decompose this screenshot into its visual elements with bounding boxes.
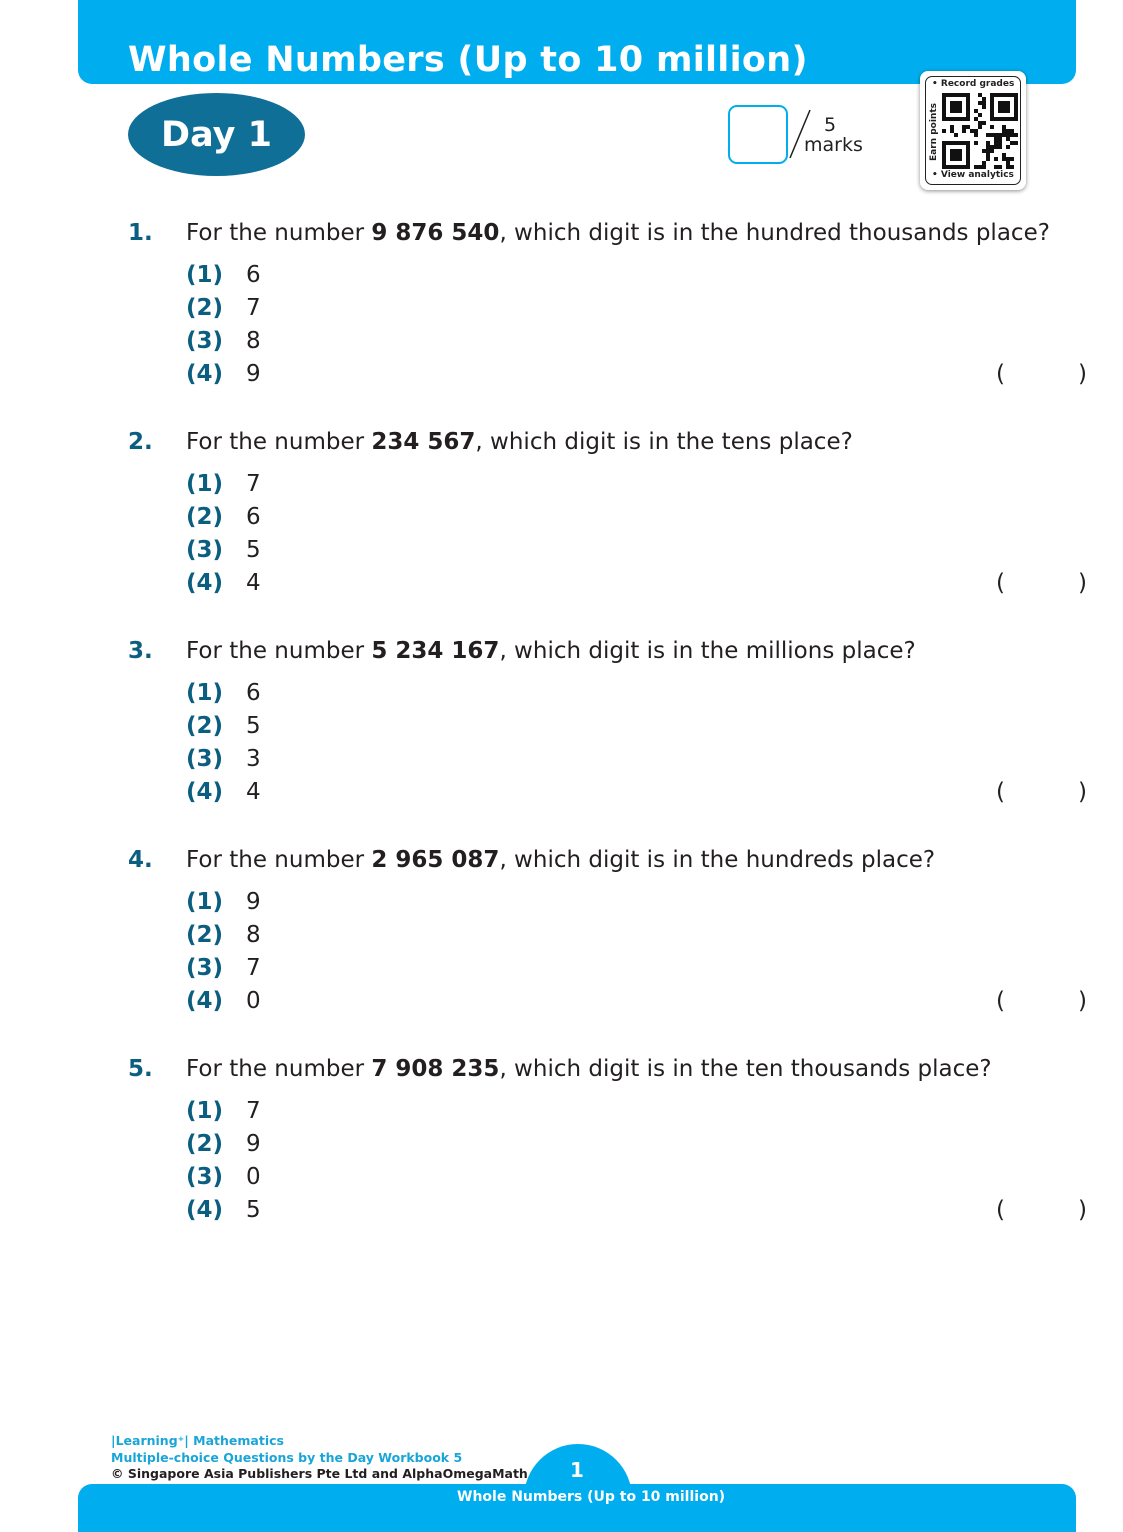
qr-frame bbox=[925, 76, 1021, 185]
option-value: 5 bbox=[246, 537, 261, 563]
option-value: 3 bbox=[246, 746, 261, 772]
option-label: (3) bbox=[186, 955, 224, 981]
question-number: 2. bbox=[128, 429, 153, 455]
option-value: 8 bbox=[246, 922, 261, 948]
qr-view-analytics: • View analytics bbox=[932, 170, 1014, 180]
qr-code-icon bbox=[942, 93, 1018, 169]
option-label: (2) bbox=[186, 922, 224, 948]
question-text bbox=[186, 429, 853, 455]
answer-bracket-open[interactable]: ( bbox=[996, 570, 1005, 596]
footer-topic: Whole Numbers (Up to 10 million) bbox=[457, 1489, 726, 1505]
option-label: (4) bbox=[186, 779, 224, 805]
question-number: 5. bbox=[128, 1056, 153, 1082]
question-post: , which digit is in the hundreds place? bbox=[499, 847, 936, 873]
question-number-value: 234 567 bbox=[371, 429, 476, 455]
score-input-box[interactable] bbox=[728, 105, 788, 164]
question-text bbox=[186, 1056, 992, 1082]
question-text bbox=[186, 847, 935, 873]
footer-series: |Learning⁺| Mathematics bbox=[111, 1433, 284, 1448]
question-text bbox=[186, 220, 1050, 246]
option-label: (1) bbox=[186, 680, 224, 706]
option-label: (1) bbox=[186, 471, 224, 497]
marks-label: marks bbox=[804, 134, 863, 156]
option-label: (1) bbox=[186, 889, 224, 915]
option-label: (3) bbox=[186, 328, 224, 354]
marks-total: 5 bbox=[824, 114, 837, 136]
question-post: , which digit is in the hundred thousands place? bbox=[499, 220, 1050, 246]
option-value: 7 bbox=[246, 1098, 261, 1124]
option-value: 9 bbox=[246, 1131, 261, 1157]
option-label: (4) bbox=[186, 570, 224, 596]
question-number-value: 7 908 235 bbox=[371, 1056, 500, 1082]
answer-bracket-open[interactable]: ( bbox=[996, 361, 1005, 387]
qr-earn-points: Earn points bbox=[929, 103, 939, 161]
question-number-value: 2 965 087 bbox=[371, 847, 500, 873]
question-pre: For the number bbox=[186, 847, 372, 873]
question-pre: For the number bbox=[186, 429, 372, 455]
question-text bbox=[186, 638, 916, 664]
option-value: 5 bbox=[246, 713, 261, 739]
option-label: (1) bbox=[186, 262, 224, 288]
question-number: 4. bbox=[128, 847, 153, 873]
option-label: (4) bbox=[186, 1197, 224, 1223]
answer-bracket-close[interactable]: ) bbox=[1078, 779, 1087, 805]
answer-bracket-open[interactable]: ( bbox=[996, 779, 1005, 805]
option-label: (3) bbox=[186, 537, 224, 563]
option-value: 6 bbox=[246, 504, 261, 530]
qr-record-grades: • Record grades bbox=[932, 79, 1015, 89]
question-pre: For the number bbox=[186, 638, 372, 664]
option-value: 5 bbox=[246, 1197, 261, 1223]
option-value: 8 bbox=[246, 328, 261, 354]
option-value: 0 bbox=[246, 1164, 261, 1190]
option-label: (4) bbox=[186, 988, 224, 1014]
question-pre: For the number bbox=[186, 220, 372, 246]
question-post: , which digit is in the millions place? bbox=[499, 638, 916, 664]
option-value: 4 bbox=[246, 779, 261, 805]
answer-bracket-close[interactable]: ) bbox=[1078, 361, 1087, 387]
option-value: 7 bbox=[246, 471, 261, 497]
question-pre: For the number bbox=[186, 1056, 372, 1082]
answer-bracket-close[interactable]: ) bbox=[1078, 1197, 1087, 1223]
option-value: 6 bbox=[246, 262, 261, 288]
option-label: (2) bbox=[186, 504, 224, 530]
page-number: 1 bbox=[570, 1458, 584, 1482]
option-label: (3) bbox=[186, 746, 224, 772]
answer-bracket-open[interactable]: ( bbox=[996, 988, 1005, 1014]
option-value: 9 bbox=[246, 889, 261, 915]
page-title: Whole Numbers (Up to 10 million) bbox=[128, 40, 808, 80]
answer-bracket-close[interactable]: ) bbox=[1078, 988, 1087, 1014]
option-value: 7 bbox=[246, 955, 261, 981]
option-value: 7 bbox=[246, 295, 261, 321]
qr-card[interactable] bbox=[920, 71, 1026, 190]
option-label: (2) bbox=[186, 295, 224, 321]
option-label: (2) bbox=[186, 713, 224, 739]
option-label: (1) bbox=[186, 1098, 224, 1124]
answer-bracket-open[interactable]: ( bbox=[996, 1197, 1005, 1223]
answer-bracket-close[interactable]: ) bbox=[1078, 570, 1087, 596]
option-value: 0 bbox=[246, 988, 261, 1014]
day-badge: Day 1 bbox=[128, 93, 305, 176]
option-label: (4) bbox=[186, 361, 224, 387]
question-number: 3. bbox=[128, 638, 153, 664]
footer-book-title: Multiple-choice Questions by the Day Workbook 5 bbox=[111, 1450, 463, 1465]
option-label: (2) bbox=[186, 1131, 224, 1157]
question-post: , which digit is in the ten thousands place? bbox=[499, 1056, 992, 1082]
option-value: 9 bbox=[246, 361, 261, 387]
option-value: 6 bbox=[246, 680, 261, 706]
question-number-value: 9 876 540 bbox=[371, 220, 500, 246]
question-number: 1. bbox=[128, 220, 153, 246]
option-label: (3) bbox=[186, 1164, 224, 1190]
footer-copyright: © Singapore Asia Publishers Pte Ltd and AlphaOmegaMath bbox=[111, 1466, 528, 1481]
question-post: , which digit is in the tens place? bbox=[475, 429, 853, 455]
option-value: 4 bbox=[246, 570, 261, 596]
question-number-value: 5 234 167 bbox=[371, 638, 500, 664]
